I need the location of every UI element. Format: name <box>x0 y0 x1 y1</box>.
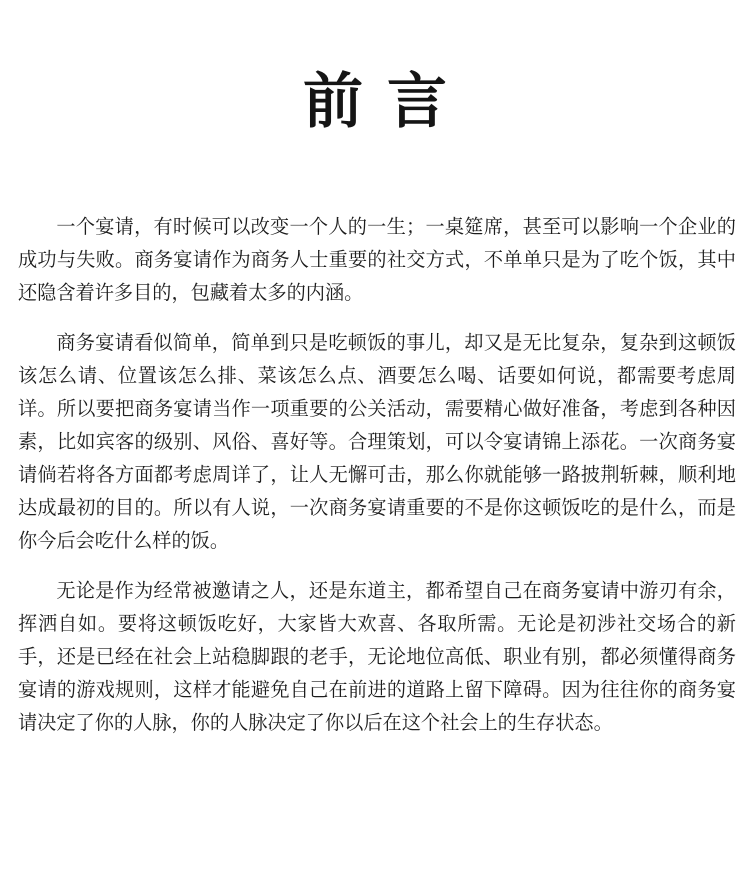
body-text <box>18 210 736 756</box>
paragraph-2: 商务宴请看似简单，简单到只是吃顿饭的事儿，却又是无比复杂，复杂到这顿饭该怎么请、位置该怎么排、菜该怎么点、酒要怎么喝、话要如何说，都需要考虑周详。所以要把商务宴请当作一项重要的公关活动，需要精心做好准备，考虑到各种因素，比如宾客的级别、风俗、喜好等。合理策划，可以令宴请锦上添花。一次商务宴请倘若将各方面都考虑周详了，让人无懈可击，那么你就能够一路披荆斩棘，顺利地达成最初的目的。所以有人说，一次商务宴请重要的不是你这顿饭吃的是什么，而是你今后会吃什么样的饭。 <box>18 331 736 552</box>
paragraph-3: 无论是作为经常被邀请之人，还是东道主，都希望自己在商务宴请中游刃有余，挥洒自如。要将这顿饭吃好，大家皆大欢喜、各取所需。无论是初涉社交场合的新手，还是已经在社会上站稳脚跟的老手，无论地位高低、职业有别，都必须懂得商务宴请的游戏规则，这样才能避免自己在前进的道路上留下障碍。因为往往你的商务宴请决定了你的人脉，你的人脉决定了你以后在这个社会上的生存状态。 <box>18 579 736 734</box>
paragraph-1: 一个宴请，有时候可以改变一个人的一生；一桌筵席，甚至可以影响一个企业的成功与失败。商务宴请作为商务人士重要的社交方式，不单单只是为了吃个饭，其中还隐含着许多目的，包藏着太多的内涵。 <box>18 215 736 304</box>
page-title: 前言 <box>303 67 471 138</box>
